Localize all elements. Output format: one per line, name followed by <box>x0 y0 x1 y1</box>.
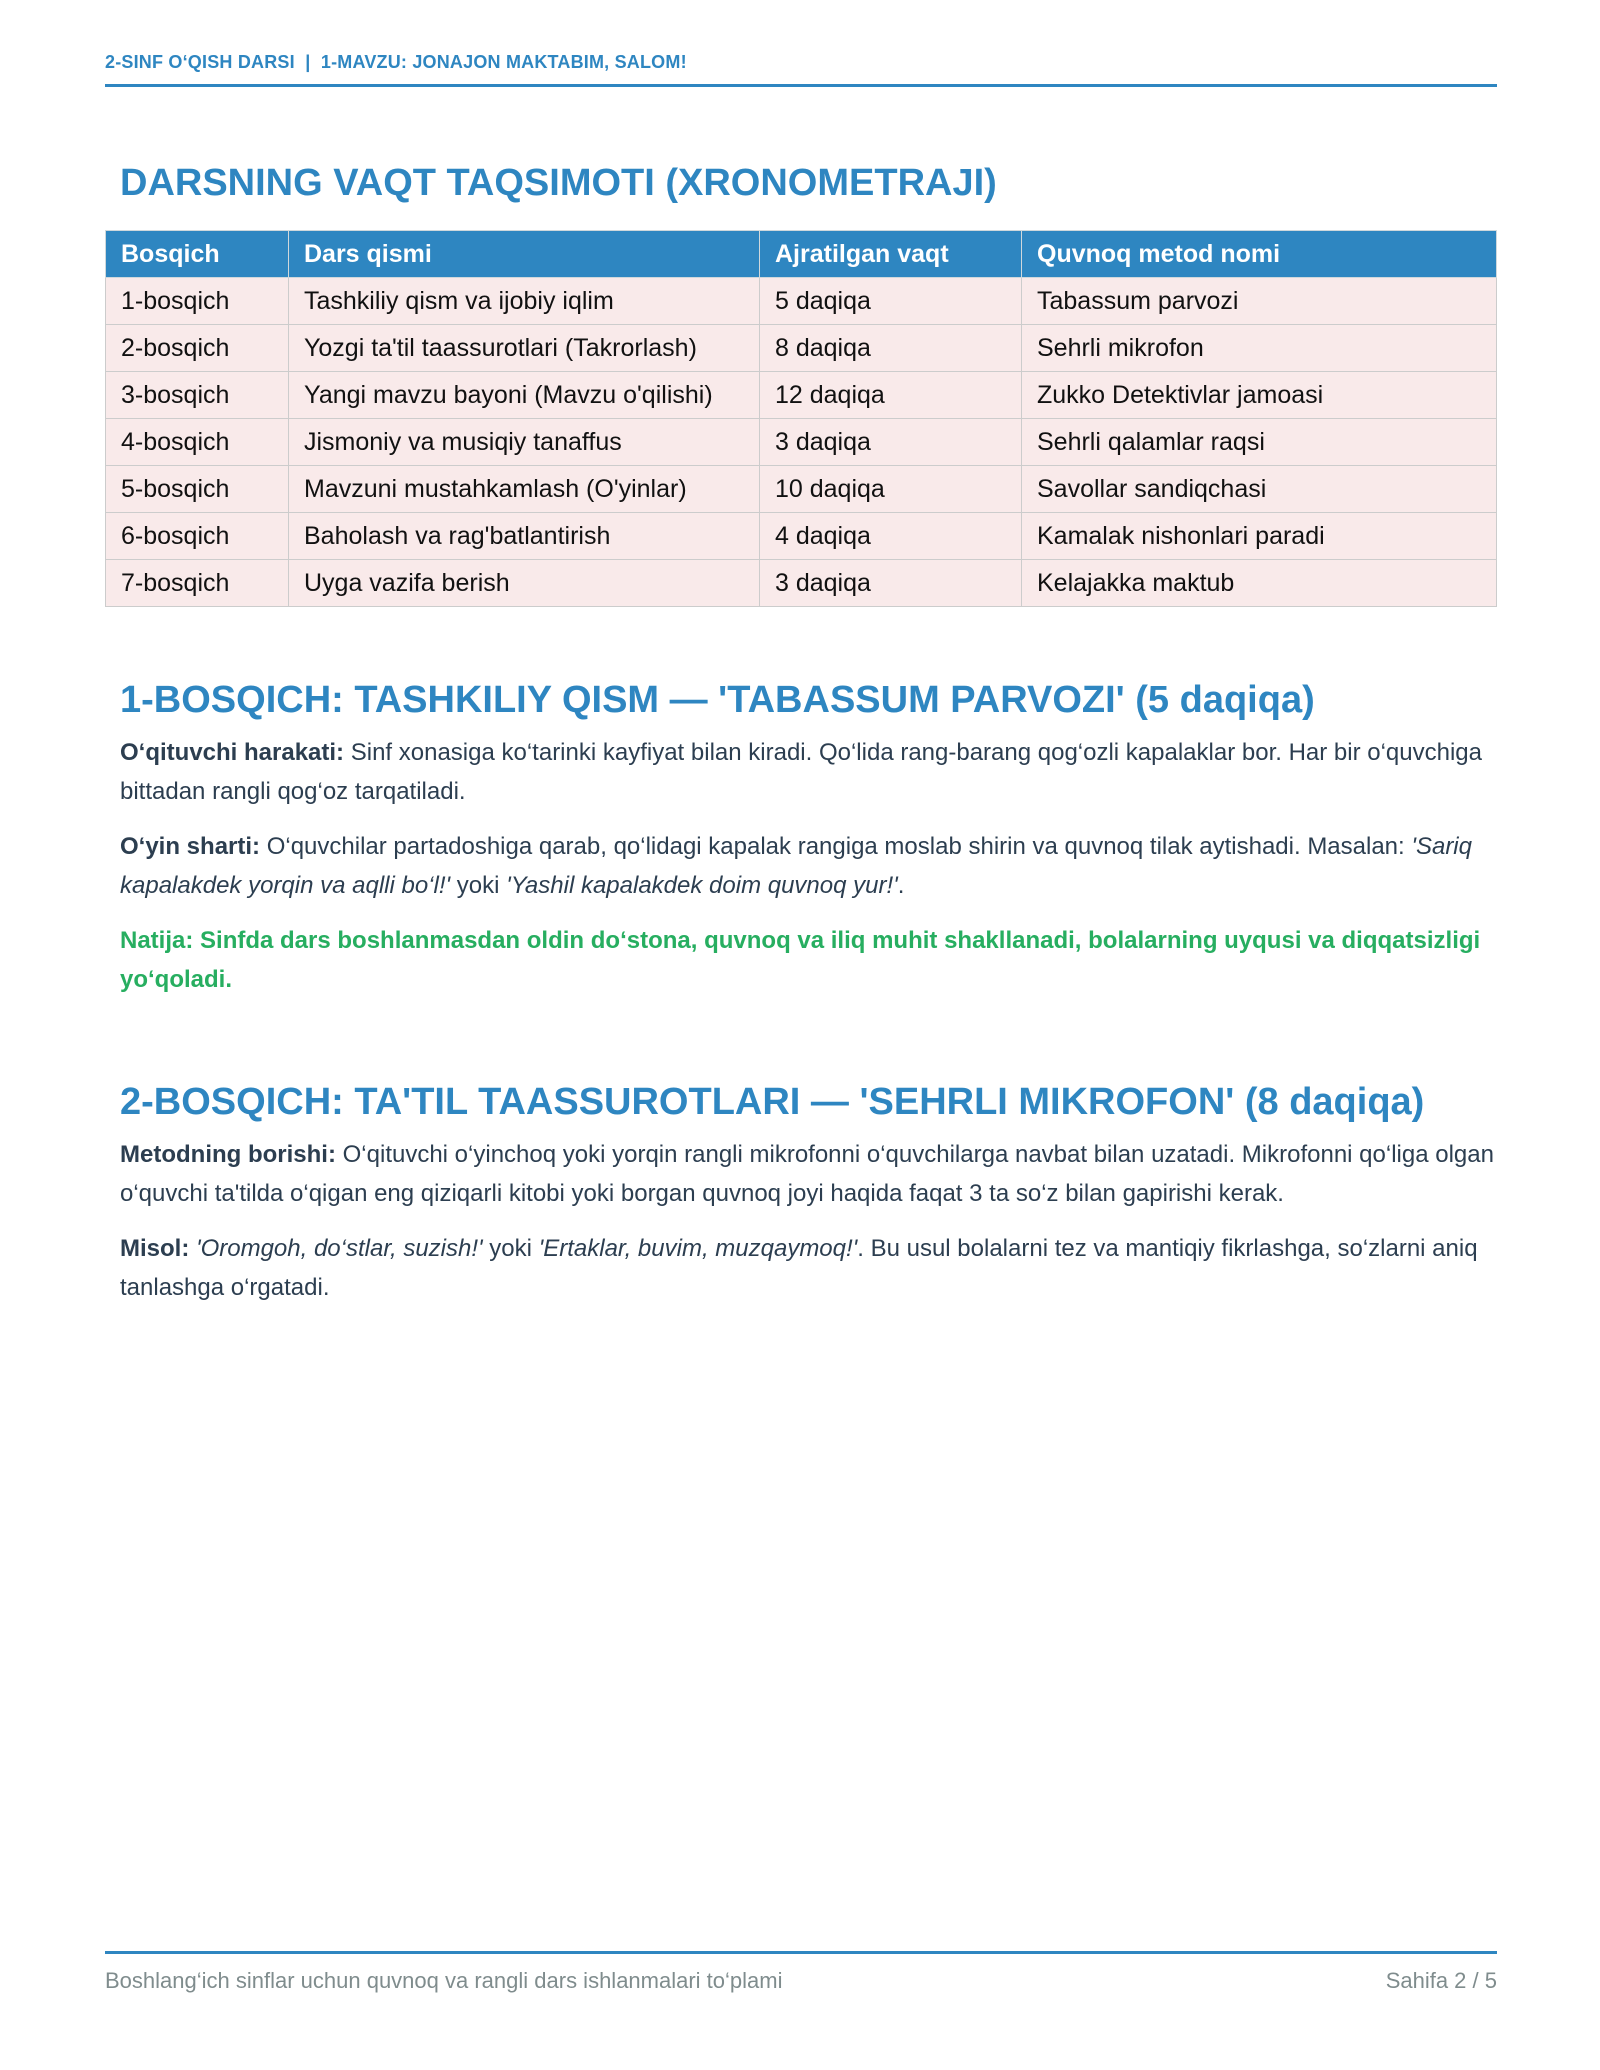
section-1-result: Natija: Sinfda dars boshlanmasdan oldin do‘stona, quvnoq va iliq muhit shakllanadi, bolalarning uyqusi va diqqatsizligi yo‘qoladi. <box>120 927 1481 993</box>
teacher-action-text: Sinf xonasiga ko‘tarinki kayfiyat bilan kiradi. Qo‘lida rang-barang qog‘ozli kapalaklar bor. Har bir o‘quvchiga bittadan rangli qog‘oz tarqatiladi. <box>120 739 1482 805</box>
header-text: 2-SINF O‘QISH DARSI | 1-MAVZU: JONAJON MAKTABIM, SALOM! <box>105 52 687 72</box>
method-flow-label: Metodning borishi: <box>120 1141 336 1168</box>
cell-part: Tashkiliy qism va ijobiy iqlim <box>289 278 760 325</box>
section-1-title: 1-BOSQICH: TASHKILIY QISM — 'TABASSUM PARVOZI' (5 daqiqa) <box>120 679 1315 721</box>
cell-stage: 7-bosqich <box>106 560 289 607</box>
main-content <box>105 160 1497 1323</box>
cell-method: Savollar sandiqchasi <box>1022 466 1497 513</box>
table-row <box>106 278 1497 325</box>
cell-stage: 5-bosqich <box>106 466 289 513</box>
column-header-part: Dars qismi <box>289 231 760 278</box>
teacher-action-label: O‘qituvchi harakati: <box>120 739 345 766</box>
cell-time: 10 daqiqa <box>760 466 1022 513</box>
example-or: yoki <box>482 1235 539 1262</box>
cell-stage: 2-bosqich <box>106 325 289 372</box>
example-1: 'Oromgoh, do‘stlar, suzish!' <box>189 1235 483 1262</box>
cell-method: Kamalak nishonlari paradi <box>1022 513 1497 560</box>
cell-part: Mavzuni mustahkamlash (O'yinlar) <box>289 466 760 513</box>
game-rule-label: O‘yin sharti: <box>120 833 261 860</box>
cell-time: 12 daqiqa <box>760 372 1022 419</box>
game-rule-text: O‘quvchilar partadoshiga qarab, qo‘lidagi kapalak rangiga moslab shirin va quvnoq tilak aytishadi. Masalan: <box>260 833 1412 860</box>
example-2: 'Ertaklar, buvim, muzqaymoq!' <box>538 1235 858 1262</box>
example-text: . Bu usul bolalarni tez va mantiqiy fikrlashga, so‘zlarni aniq tanlashga o‘rgatadi. <box>120 1235 1478 1301</box>
cell-time: 3 daqiqa <box>760 419 1022 466</box>
page-number: Sahifa 2 / 5 <box>1385 1968 1497 1993</box>
game-rule-or: yoki <box>450 872 507 899</box>
cell-time: 3 daqiqa <box>760 560 1022 607</box>
cell-time: 8 daqiqa <box>760 325 1022 372</box>
table-row <box>106 325 1497 372</box>
game-rule-example-2: 'Yashil kapalakdek doim quvnoq yur!' <box>506 872 898 899</box>
section-2-example <box>120 1229 1500 1307</box>
column-header-method: Quvnoq metod nomi <box>1022 231 1497 278</box>
page-footer <box>105 1951 1497 1994</box>
table-row <box>106 372 1497 419</box>
table-row <box>106 560 1497 607</box>
cell-method: Zukko Detektivlar jamoasi <box>1022 372 1497 419</box>
cell-method: Tabassum parvozi <box>1022 278 1497 325</box>
game-rule-end: . <box>897 872 905 899</box>
column-header-time: Ajratilgan vaqt <box>760 231 1022 278</box>
schedule-table <box>105 230 1497 607</box>
cell-part: Yangi mavzu bayoni (Mavzu o'qilishi) <box>289 372 760 419</box>
table-row <box>106 513 1497 560</box>
cell-method: Kelajakka maktub <box>1022 560 1497 607</box>
cell-stage: 1-bosqich <box>106 278 289 325</box>
cell-method: Sehrli qalamlar raqsi <box>1022 419 1497 466</box>
column-header-stage: Bosqich <box>106 231 289 278</box>
cell-part: Jismoniy va musiqiy tanaffus <box>289 419 760 466</box>
cell-part: Yozgi ta'til taassurotlari (Takrorlash) <box>289 325 760 372</box>
cell-time: 5 daqiqa <box>760 278 1022 325</box>
cell-part: Uyga vazifa berish <box>289 560 760 607</box>
table-row <box>106 466 1497 513</box>
method-flow-text: O‘qituvchi o‘yinchoq yoki yorqin rangli mikrofonni o‘quvchilarga navbat bilan uzatadi. Mikrofonni qo‘liga olgan o‘quvchi ta'tilda o‘qigan eng qiziqarli kitobi yoki borgan quvnoq joyi haqida faqat 3 ta so‘z bilan gapirishi kerak. <box>120 1141 1494 1207</box>
cell-time: 4 daqiqa <box>760 513 1022 560</box>
section-2-title: 2-BOSQICH: TA'TIL TAASSUROTLARI — 'SEHRLI MIKROFON' (8 daqiqa) <box>120 1081 1425 1123</box>
cell-stage: 3-bosqich <box>106 372 289 419</box>
section-2-method-flow <box>120 1135 1500 1213</box>
footer-title: Boshlang‘ich sinflar uchun quvnoq va rangli dars ishlanmalari to‘plami <box>105 1968 783 1993</box>
schedule-title: DARSNING VAQT TAQSIMOTI (XRONOMETRAJI) <box>120 162 997 204</box>
section-1-teacher-action <box>120 733 1500 811</box>
cell-stage: 6-bosqich <box>106 513 289 560</box>
cell-part: Baholash va rag'batlantirish <box>289 513 760 560</box>
page-header <box>105 52 1497 87</box>
cell-stage: 4-bosqich <box>106 419 289 466</box>
section-1-game-rule <box>120 827 1500 905</box>
cell-method: Sehrli mikrofon <box>1022 325 1497 372</box>
table-row <box>106 419 1497 466</box>
table-header-row <box>106 231 1497 278</box>
example-label: Misol: <box>120 1235 190 1262</box>
game-rule-example-1: 'Sariq kapalakdek yorqin va aqlli bo‘l!' <box>120 833 1472 899</box>
